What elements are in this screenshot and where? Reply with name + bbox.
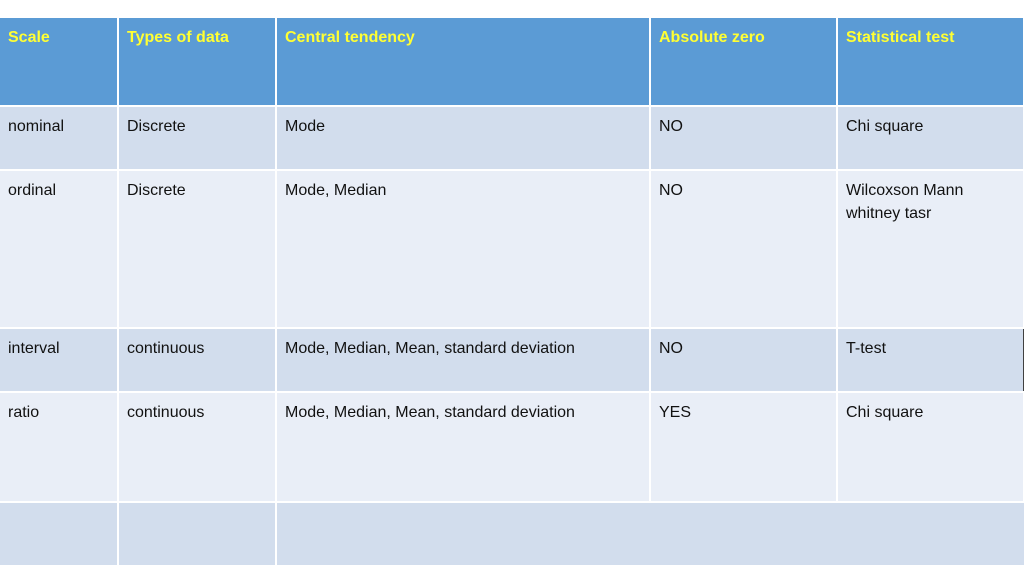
cell-types-of-data: Discrete [118,170,276,328]
table-row [0,392,1024,502]
cell-types-of-data: continuous [118,328,276,392]
cell-empty [0,502,118,566]
cell-absolute-zero: NO [650,328,837,392]
cell-types-of-data: Discrete [118,106,276,170]
header-scale: Scale [0,18,118,106]
cell-absolute-zero: NO [650,106,837,170]
cell-central-tendency: Mode [276,106,650,170]
cell-absolute-zero: NO [650,170,837,328]
table-row [0,170,1024,328]
cell-statistical-test: Chi square [837,106,1024,170]
cell-central-tendency: Mode, Median, Mean, standard deviation [276,328,650,392]
measurement-scales-table [0,18,1024,567]
cell-statistical-test: Wilcoxson Mann whitney tasr [837,170,1024,328]
header-statistical-test: Statistical test [837,18,1024,106]
cell-types-of-data: continuous [118,392,276,502]
header-row [0,18,1024,106]
cell-empty [118,502,276,566]
header-types-of-data: Types of data [118,18,276,106]
cell-statistical-test: T-test [837,328,1024,392]
header-absolute-zero: Absolute zero [650,18,837,106]
cell-statistical-test: Chi square [837,392,1024,502]
cell-central-tendency: Mode, Median, Mean, standard deviation [276,392,650,502]
header-central-tendency: Central tendency [276,18,650,106]
table-row-empty [0,502,1024,566]
cell-central-tendency: Mode, Median [276,170,650,328]
cell-scale: ordinal [0,170,118,328]
cell-scale: nominal [0,106,118,170]
table-row [0,106,1024,170]
cell-absolute-zero: YES [650,392,837,502]
cell-empty-merged [276,502,1024,566]
table-row [0,328,1024,392]
cell-scale: ratio [0,392,118,502]
cell-scale: interval [0,328,118,392]
